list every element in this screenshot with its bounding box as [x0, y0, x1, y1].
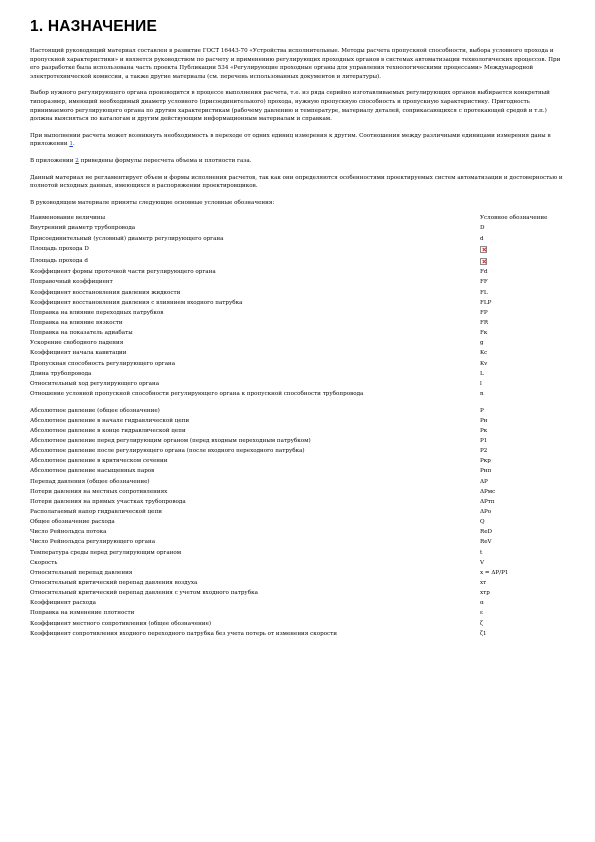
quantity-symbol: Q [480, 519, 485, 526]
paragraph-selection: Выбор нужного регулирующего органа производится в процессе выполнения расчета, т.е. из ряда серийно изготавливаемых регулирующих органов выбирается конкретный типоразмер, имеющий необходимый диаметр условного (присоединительного) прохода, нужную пропускную способность и пропускную характеристику. Пригодность принимаемого регулирующего органа по другим характеристикам (рабочему давлению и температуре, материалу деталей, соприкасающихся с протекающей средой и т.п.) должна выясняться по каталогам и другим действующим информационным материалам и справкам. [30, 90, 550, 123]
quantity-symbol [478, 258, 567, 270]
quantity-name: Поправка на изменение плотности [30, 610, 135, 617]
quantity-name: Площадь прохода d [30, 257, 88, 264]
quantity-name: Относительный критический перепад давления воздуха [30, 580, 198, 586]
quantity-name: Поправка на влияние вязкости [30, 320, 123, 327]
quantity-symbol: ΔPо [480, 509, 492, 516]
quantity-name: Перепад давления (общее обозначение) [30, 478, 150, 485]
paragraph-purpose: Настоящий руководящий материал составлен в развитие ГОСТ 16443-70 «Устройства исполнительные. Методы расчета пропускной способности, выбора условного прохода и пропускной характеристики» и является руководством по расчету и применению регулирующих проходных органов в системах автоматизации технологических процессов. При его разработке была использована часть проекта Публикации 534 «Регулирующие проходные органы для управления технологическими процессами» Международной электротехнической комиссии, а также другие материалы (см. перечень использованных документов и литературы). [30, 48, 561, 80]
notation-table-body [30, 215, 567, 641]
table-row [30, 621, 567, 631]
table-row [30, 418, 567, 428]
quantity-symbol: ReD [480, 529, 493, 536]
broken-image-icon [480, 258, 487, 265]
table-row [30, 225, 567, 235]
quantity-symbol: ζ [480, 620, 484, 627]
quantity-name: Абсолютное давление после регулирующего органа (после входного переходного патрубка) [30, 448, 305, 455]
table-row [30, 499, 567, 509]
quantity-symbol: g [480, 340, 484, 347]
quantity-symbol: d [480, 235, 484, 242]
quantity-symbol: Kc [480, 350, 488, 357]
quantity-symbol: n [480, 391, 484, 398]
quantity-symbol: ΔPмс [480, 488, 496, 495]
table-row [30, 269, 567, 279]
appendix-1-link[interactable]: 1 [69, 141, 73, 148]
quantity-symbol: FF [480, 279, 488, 286]
quantity-name: Абсолютное давление (общее обозначение) [30, 407, 160, 414]
quantity-symbol: V [480, 559, 485, 566]
table-row [30, 428, 567, 438]
paragraph-units-end: . [72, 141, 75, 148]
quantity-symbol: t [480, 549, 483, 556]
quantity-name: Температура среды перед регулирующим органом [30, 549, 182, 556]
table-row [30, 519, 567, 529]
header-symbol: Условное обозначение [480, 215, 548, 222]
table-row [30, 361, 567, 371]
quantity-name: Абсолютное давление в начале гидравлической цепи [30, 417, 190, 424]
quantity-name: Потери давления на прямых участках трубопровода [30, 498, 186, 505]
quantity-symbol: FLP [480, 299, 492, 306]
quantity-name: Поправка на влияние переходных патрубков [30, 309, 164, 316]
quantity-name: Коэффициент начала кавитации [30, 350, 127, 357]
quantity-symbol: α [480, 600, 484, 607]
quantity-name: Абсолютное давление насыщенных паров [30, 468, 155, 475]
table-row [30, 408, 567, 418]
quantity-name: Длина трубопровода [30, 370, 92, 377]
quantity-symbol: xтр [480, 590, 490, 597]
table-row [30, 479, 567, 489]
table-row [30, 350, 567, 360]
table-row [30, 580, 567, 590]
quantity-symbol: xт [480, 580, 487, 586]
paragraph-appendix-2-post: приведены формулы пересчета объема и плотности газа. [78, 157, 252, 164]
quantity-name: Общее обозначение расхода [30, 519, 115, 526]
quantity-name: Абсолютное давление перед регулирующим органом (перед входным переходным патрубком) [30, 438, 311, 445]
quantity-symbol: P [480, 407, 484, 414]
quantity-name: Поправка на показатель адиабаты [30, 330, 133, 337]
table-row [30, 438, 567, 448]
table-row [30, 631, 567, 641]
section-heading: 1. НАЗНАЧЕНИЕ [30, 18, 158, 35]
table-row [30, 258, 567, 270]
table-row [30, 468, 567, 478]
notation-table [30, 215, 567, 641]
quantity-symbol: FR [480, 320, 489, 327]
quantity-name: Скорость [30, 559, 58, 566]
quantity-symbol: P2 [480, 448, 488, 455]
table-row [30, 539, 567, 549]
quantity-symbol: ζ1 [480, 630, 487, 637]
table-row [30, 448, 567, 458]
quantity-name: Потери давления на местных сопротивлениях [30, 488, 168, 495]
paragraph-appendix-2 [30, 157, 567, 166]
table-row [30, 371, 567, 381]
table-row [30, 590, 567, 600]
quantity-name: Относительный ход регулирующего органа [30, 380, 160, 387]
table-row [30, 570, 567, 580]
quantity-name: Площадь прохода D [30, 245, 89, 252]
quantity-symbol: Pкр [480, 458, 491, 465]
quantity-symbol: Fк [480, 330, 488, 337]
quantity-name: Коэффициент сопротивления входного переходного патрубка без учета потерь от изменения скорости [30, 630, 337, 637]
table-row [30, 600, 567, 610]
table-row [30, 340, 567, 350]
quantity-name: Число Рейнольдса потока [30, 529, 107, 536]
quantity-name: Абсолютное давление в критическом сечении [30, 458, 168, 465]
quantity-symbol: FP [480, 309, 488, 316]
quantity-name: Поправочный коэффициент [30, 279, 113, 286]
table-row [30, 560, 567, 570]
quantity-symbol: ReV [480, 539, 492, 546]
quantity-name: Присоединительный (условный) диаметр регулирующего органа [30, 235, 224, 242]
table-row [30, 236, 567, 246]
quantity-symbol: ΔPтп [480, 498, 495, 505]
quantity-name: Коэффициент восстановления давления с влиянием входного патрубка [30, 299, 243, 306]
table-row [30, 550, 567, 560]
table-row [30, 391, 567, 408]
quantity-symbol: Fd [480, 269, 488, 276]
table-row [30, 458, 567, 468]
table-row [30, 320, 567, 330]
table-header-row [30, 215, 567, 225]
quantity-symbol: P1 [480, 438, 488, 445]
quantity-symbol [478, 246, 567, 258]
quantity-name: Отношение условной пропускной способности регулирующего органа к пропускной способности трубопровода [30, 391, 364, 398]
quantity-name: Внутренний диаметр трубопровода [30, 225, 136, 232]
table-row [30, 489, 567, 499]
quantity-name: Относительный критический перепад давления с учетом входного патрубка [30, 590, 258, 597]
quantity-name: Коэффициент формы проточной части регулирующего органа [30, 269, 216, 276]
table-row [30, 509, 567, 519]
broken-image-icon [480, 246, 487, 253]
quantity-symbol: Kv [480, 360, 488, 367]
quantity-symbol: x = ΔP/P1 [480, 569, 509, 576]
quantity-name: Ускорение свободного падения [30, 340, 124, 347]
quantity-symbol: FL [480, 289, 488, 296]
quantity-symbol: Pк [480, 427, 488, 434]
table-row [30, 330, 567, 340]
paragraph-units-text: При выполнении расчета может возникнуть необходимость в переходе от одних единиц измерения к другим. Соотношения между различными единицами измерения даны в приложении [30, 132, 551, 148]
quantity-symbol: Pнп [480, 468, 492, 475]
quantity-name: Коэффициент местного сопротивления (общее обозначение) [30, 620, 212, 627]
table-row [30, 529, 567, 539]
table-row [30, 310, 567, 320]
quantity-symbol: ε [480, 610, 483, 617]
paragraph-units [30, 132, 567, 149]
quantity-name: Располагаемый напор гидравлической цепи [30, 509, 162, 516]
quantity-name: Коэффициент восстановления давления жидкости [30, 289, 181, 296]
header-name: Наименование величины [30, 215, 106, 222]
table-row [30, 381, 567, 391]
paragraph-scope: Данный материал не регламентирует объем и формы исполнения расчетов, так как они определяются особенностями проектируемых систем автоматизации и достоверностью и полнотой исходных данных, имеющихся в распоряжении проектировщиков. [30, 174, 563, 190]
quantity-symbol: D [480, 225, 485, 232]
appendix-2-link[interactable]: 2 [75, 157, 79, 164]
quantity-symbol: l [480, 380, 482, 387]
quantity-name: Абсолютное давление в конце гидравлической цепи [30, 427, 186, 434]
quantity-name: Число Рейнольдса регулирующего органа [30, 539, 156, 546]
quantity-name: Пропускная способность регулирующего органа [30, 360, 176, 367]
table-row [30, 610, 567, 620]
quantity-name: Относительный перепад давления [30, 569, 133, 576]
table-row [30, 290, 567, 300]
quantity-symbol: L [480, 370, 484, 377]
paragraph-appendix-2-pre: В приложении [30, 157, 76, 164]
table-row [30, 300, 567, 310]
quantity-name: Коэффициент расхода [30, 600, 96, 607]
paragraph-notation-intro: В руководящем материале приняты следующие основные условные обозначения: [30, 199, 275, 206]
table-row [30, 246, 567, 258]
quantity-symbol: ΔP [480, 478, 488, 485]
table-row [30, 279, 567, 289]
quantity-symbol: Pн [480, 417, 488, 424]
